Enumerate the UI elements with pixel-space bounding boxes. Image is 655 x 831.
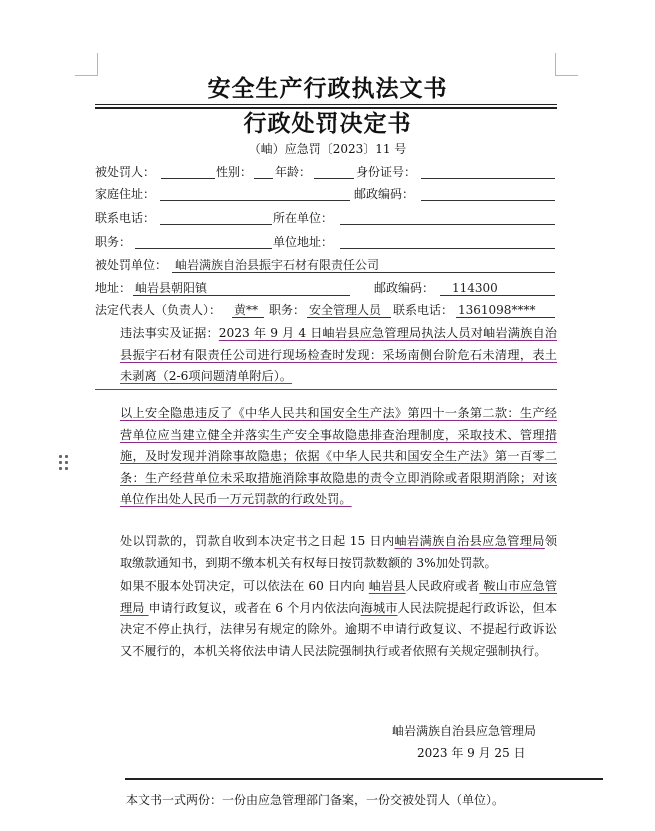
phone-field-1[interactable] [160, 224, 272, 225]
unit-address-label: 单位地址： [273, 235, 334, 249]
position-field-1[interactable] [135, 248, 272, 249]
postal-code-label-2: 邮政编码： [374, 281, 435, 295]
penalized-unit-value: 岫岩满族自治县振宇石材有限责任公司 [175, 258, 380, 272]
issue-date: 2023 年 9 月 25 日 [417, 746, 526, 760]
appeal-text-e: 申请行政复议，或者在 6 个月内依法向 [148, 600, 361, 615]
phone-value: 1361098**** [458, 303, 536, 317]
appeal-agency: 鞍山市应急管理局 [120, 579, 558, 615]
appeal-paragraph [95, 576, 557, 662]
position-value: 安全管理人员 [309, 303, 382, 317]
corner-mark-top-right [555, 53, 578, 76]
facts-end-rule [95, 389, 557, 390]
payment-paragraph [95, 531, 557, 574]
gender-label: 性别： [216, 165, 253, 179]
title-rule-thin [95, 104, 557, 105]
appeal-text-c: 人民政府或者 [405, 579, 480, 593]
penalized-person-field[interactable] [161, 178, 215, 179]
appeal-county: 岫岩县 [368, 579, 406, 593]
phone-field-2[interactable] [456, 317, 555, 318]
facts-paragraph [95, 323, 557, 390]
age-label: 年龄： [275, 165, 312, 179]
gender-field[interactable] [254, 178, 273, 179]
document-subtitle: 行政处罚决定书 [243, 110, 412, 137]
unit-address-field[interactable] [340, 248, 555, 249]
position-field-2[interactable] [307, 317, 391, 318]
violation-paragraph [95, 403, 557, 511]
phone-label-2: 联系电话： [393, 303, 454, 317]
legal-rep-value: 黄** [234, 303, 259, 317]
postal-code-field-2[interactable] [440, 295, 555, 296]
payment-text-c: 领取缴款通知书，到期不缴本机关有权每日按罚款数额的 3%加处罚款。 [120, 534, 557, 570]
id-number-field[interactable] [421, 178, 555, 179]
position-label-1: 职务： [95, 235, 132, 249]
address-field[interactable] [133, 295, 350, 296]
legal-rep-label: 法定代表人（负责人）： [95, 303, 222, 317]
legal-rep-field[interactable] [232, 317, 264, 318]
postal-code-value: 114300 [452, 281, 498, 295]
drag-handle-icon[interactable] [59, 455, 69, 471]
appeal-court-city: 海城市 [360, 600, 398, 615]
workplace-field[interactable] [340, 224, 555, 225]
address-value: 岫岩县朝阳镇 [135, 281, 208, 295]
facts-text: 2023 年 9 月 4 日岫岩县应急管理局执法人员对岫岩满族自治县振宇石材有限责任公司进行现场检查时发现：采场南侧台阶危石未清理，表土未剥离（2-6项问题清单附后）。 [120, 326, 557, 383]
footer-note: 本文书一式两份：一份由应急管理部门备案，一份交被处罚人（单位）。 [126, 793, 505, 807]
position-label-2: 职务： [269, 303, 306, 317]
postal-code-field-1[interactable] [421, 200, 555, 201]
workplace-label: 所在单位： [273, 211, 334, 225]
issuer-name: 岫岩满族自治县应急管理局 [392, 724, 537, 738]
home-address-label: 家庭住址： [95, 187, 156, 201]
penalized-person-label: 被处罚人： [95, 165, 156, 179]
corner-mark-top-left [75, 53, 98, 76]
phone-label-1: 联系电话： [95, 211, 156, 225]
address-label: 地址： [95, 281, 132, 295]
footer-rule [125, 778, 603, 780]
facts-intro: 违法事实及证据： [120, 326, 219, 340]
document-number: （岫）应急罚〔2023〕11 号 [248, 142, 407, 156]
payment-authority: 岫岩满族自治县应急管理局 [394, 534, 545, 548]
age-field[interactable] [314, 178, 354, 179]
violation-text: 以上安全隐患违反了《中华人民共和国安全生产法》第四十一条第二款：生产经营单位应当建立健全并落实生产安全事故隐患排查治理制度，采取技术、管理措施，及时发现并消除事故隐患；依据《中华人民共和国安全生产法》第一百零二条：生产经营单位未采取措施消除事故隐患的责令立即消除或者限期消除；对该单位作出处人民币一万元罚款的行政处罚。 [120, 406, 557, 506]
postal-code-label-1: 邮政编码： [354, 187, 415, 201]
home-address-field[interactable] [160, 200, 350, 201]
penalized-unit-label: 被处罚单位： [95, 258, 168, 272]
appeal-text-a: 如果不服本处罚决定，可以依法在 60 日内向 [120, 579, 369, 593]
payment-text-a: 处以罚款的，罚款自收到本决定书之日起 15 日内 [120, 534, 395, 548]
document-title: 安全生产行政执法文书 [207, 75, 448, 102]
appeal-text-g: 人民法院提起行政诉讼，但本决定不停止执行，法律另有规定的除外。逾期不申请行政复议、不提起行政诉讼又不履行的，本机关将依法申请人民法院强制执行或者依照有关规定强制执行。 [120, 600, 558, 658]
id-number-label: 身份证号： [356, 165, 417, 179]
penalized-unit-field[interactable] [172, 272, 555, 273]
